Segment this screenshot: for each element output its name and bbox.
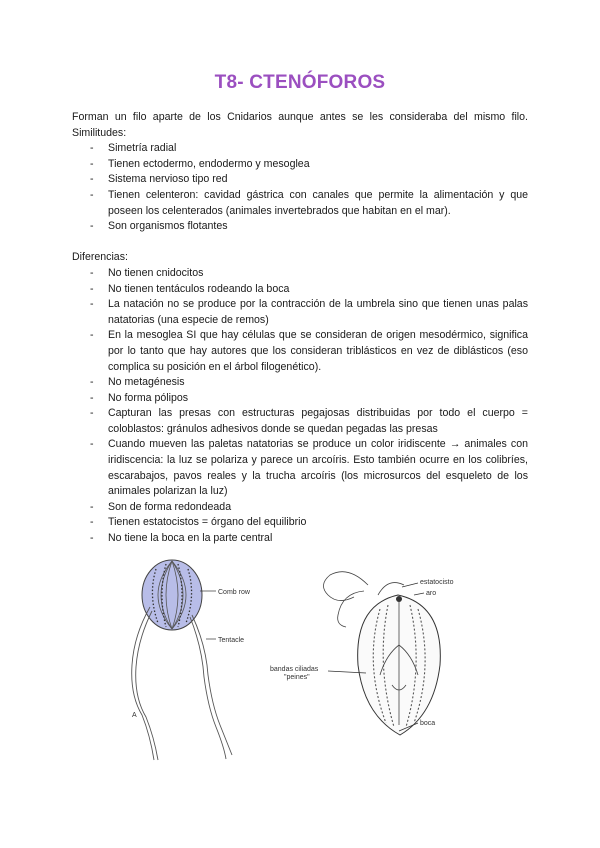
- similarities-list: [72, 141, 528, 235]
- list-item: - En la mesoglea SI que hay células que se consideran de origen mesodérmico, significa por lo tanto que hay autores que los consideran triblásticos en vez de diblásticos (eso complica su posición en el árbol filogenético).: [72, 328, 528, 375]
- list-item: - Tienen estatocistos = órgano del equilibrio: [72, 515, 528, 531]
- label-ciliated-bands: bandas ciliadas: [270, 666, 319, 673]
- differences-list: [72, 266, 528, 547]
- label-comb-row: Comb row: [218, 589, 250, 596]
- ctenophore-anatomy-diagram: [268, 565, 488, 745]
- differences-heading: Diferencias:: [72, 251, 128, 264]
- list-item: - Cuando mueven las paletas natatorias se produce un color iridiscente → animales con iridiscencia: la luz se polariza y parece un arcoíris. Esto también ocurre en los colibríes, escarabajos, pavos reales y la trucha arcoíris (los microsurcos del esqueleto de los animales polarizan la luz): [72, 437, 528, 499]
- list-item: - No tienen tentáculos rodeando la boca: [72, 282, 528, 298]
- list-item: - No tienen cnidocitos: [72, 266, 528, 282]
- anatomy-drawing: [268, 565, 488, 745]
- similarities-heading: Similitudes:: [72, 126, 127, 139]
- list-item: - No tiene la boca en la parte central: [72, 531, 528, 547]
- list-item: - No forma pólipos: [72, 391, 528, 407]
- label-statocyst: estatocisto: [420, 579, 454, 586]
- list-item: - Sistema nervioso tipo red: [72, 172, 528, 188]
- label-panel-a: A: [132, 712, 137, 719]
- list-item: - No metagénesis: [72, 375, 528, 391]
- ctenophore-drawing: [120, 555, 280, 770]
- document-body: [72, 110, 528, 547]
- list-item: - Tienen celenteron: cavidad gástrica con canales que permite la alimentación y que poseen los celenterados (animales invertebrados que habitan en el mar).: [72, 188, 528, 219]
- label-tentacle: Tentacle: [218, 637, 245, 644]
- label-combs: "peines": [284, 674, 310, 681]
- list-item: - Tienen ectodermo, endodermo y mesoglea: [72, 157, 528, 173]
- list-item: - Simetría radial: [72, 141, 528, 157]
- list-item: - Son organismos flotantes: [72, 219, 528, 235]
- list-item: - Capturan las presas con estructuras pegajosas distribuidas por todo el cuerpo = coloblastos: gránulos adhesivos donde se quedan pegadas las presas: [72, 406, 528, 437]
- ctenophore-illustration: [120, 555, 280, 770]
- list-item: - La natación no se produce por la contracción de la umbrela sino que tienen unas palas natatorias (una especie de remos): [72, 297, 528, 328]
- label-ring: aro: [426, 590, 437, 597]
- page-title: T8- CTENÓFOROS: [214, 72, 386, 93]
- list-item: - Son de forma redondeada: [72, 500, 528, 516]
- label-mouth: boca: [420, 720, 436, 727]
- intro-paragraph: Forman un filo aparte de los Cnidarios aunque antes se les consideraba del mismo filo.: [72, 111, 528, 123]
